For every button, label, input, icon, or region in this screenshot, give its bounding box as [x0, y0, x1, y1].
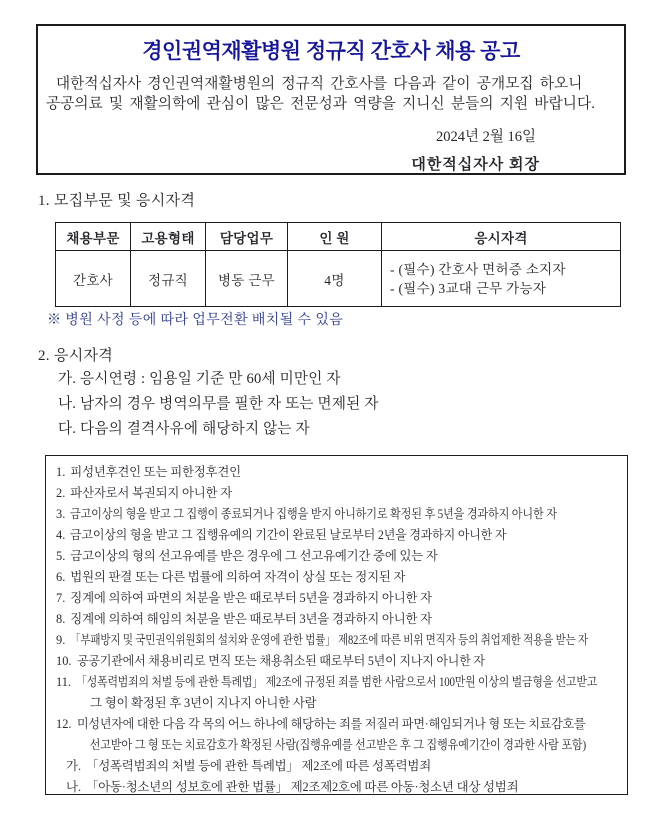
item-text: 징계에 의하여 파면의 처분을 받은 때로부터 5년을 경과하지 아니한 자 [70, 591, 432, 605]
intro-line-1: 대한적십자사 경인권역재활병원의 정규직 간호사를 다음과 같이 공개모집 하오니 [56, 76, 583, 92]
item-text: 공공기관에서 채용비리로 면직 또는 채용취소된 때로부터 5년이 지나지 아니한 자 [76, 654, 485, 668]
disqualification-box [45, 455, 628, 795]
criteria-item: 나. 남자의 경우 병역의무를 필한 자 또는 면제된 자 [58, 396, 379, 412]
table-row [56, 251, 621, 307]
item-number: 5. [56, 549, 66, 563]
intro-paragraph [46, 74, 616, 114]
item-text: 징계에 의하여 해임의 처분을 받은 때로부터 3년을 경과하지 아니한 자 [70, 612, 432, 626]
criteria-item: 가. 응시연령 : 임용일 기준 만 60세 미만인 자 [58, 371, 341, 387]
item-number: 8. [56, 612, 66, 626]
list-item [56, 588, 623, 609]
item-number: 10. [56, 654, 72, 668]
item-number: 나. [66, 780, 82, 794]
item-number: 가. [66, 759, 82, 773]
item-number: 12. [56, 717, 72, 731]
eligibility-criteria [58, 367, 379, 442]
col-header-headcount: 인 원 [288, 223, 382, 251]
item-text: 「아동·청소년의 성보호에 관한 법률」 제2조제2호에 따른 아동·청소년 대상 성범죄 [86, 780, 519, 794]
item-number: 7. [56, 591, 66, 605]
qualification-line: - (필수) 간호사 면허증 소지자 [390, 261, 566, 277]
item-number: 4. [56, 528, 66, 542]
item-number: 2. [56, 486, 66, 500]
col-header-duty: 담당업무 [206, 223, 288, 251]
table-header-row [56, 223, 621, 251]
item-text: 금고이상의 형을 받고 그 집행이 종료되거나 집행을 받지 아니하기로 확정된 후 5년을 경과하지 아니한 자 [70, 507, 558, 521]
cell-qualifications [382, 251, 621, 307]
item-text: 금고이상의 형을 받고 그 집행유예의 기간이 완료된 날로부터 2년을 경과하지 아니한 자 [70, 528, 507, 542]
recruitment-table [55, 222, 621, 307]
list-item [56, 777, 623, 795]
qualification-line: - (필수) 3교대 근무 가능자 [390, 280, 547, 296]
col-header-qualification: 응시자격 [382, 223, 621, 251]
list-item [56, 525, 623, 546]
item-text: 미성년자에 대한 다음 각 목의 어느 하나에 해당하는 죄를 저질러 파면·해임되거나 형 또는 치료감호를 [76, 717, 585, 731]
page-title: 경인권역재활병원 정규직 간호사 채용 공고 [142, 40, 520, 63]
list-item [56, 609, 623, 630]
list-item [56, 756, 623, 777]
cell-duty: 병동 근무 [206, 251, 288, 307]
item-text: 금고이상의 형의 선고유예를 받은 경우에 그 선고유예기간 중에 있는 자 [70, 549, 438, 563]
intro-line-2: 공공의료 및 재활의학에 관심이 많은 전문성과 역량을 지니신 분들의 지원 바랍니다. [46, 96, 595, 112]
section-2-heading: 2. 응시자격 [38, 348, 114, 364]
col-header-employment-type: 고용형태 [131, 223, 206, 251]
signature-line: 대한적십자사 회장 [411, 157, 540, 173]
item-text: 「부패방지 및 국민권익위원회의 설치와 운영에 관한 법률」 제82조에 따른 비위 면직자 등의 취업제한 적용을 받는 자 [70, 633, 589, 647]
item-text-continued: 선고받아 그 형 또는 치료감호가 확정된 사람(집행유예를 선고받은 후 그 집행유예기간이 경과한 사람 포함) [89, 738, 586, 752]
cell-headcount: 4명 [288, 251, 382, 307]
list-item [56, 672, 623, 714]
item-text: 「성폭력범죄의 처벌 등에 관한 특례법」 제2조에 따른 성폭력범죄 [86, 759, 431, 773]
list-item [56, 630, 623, 651]
table-note: ※ 병원 사정 등에 따라 업무전환 배치될 수 있음 [47, 313, 344, 328]
list-item [56, 462, 623, 483]
col-header-position: 채용부문 [56, 223, 131, 251]
item-number: 1. [56, 465, 66, 479]
list-item [56, 483, 623, 504]
cell-employment-type: 정규직 [131, 251, 206, 307]
list-item [56, 504, 623, 525]
item-text-continued: 그 형이 확정된 후 3년이 지나지 아니한 사람 [90, 696, 317, 710]
item-text: 피성년후견인 또는 피한정후견인 [70, 465, 241, 479]
item-number: 6. [56, 570, 66, 584]
item-number: 9. [56, 633, 66, 647]
cell-position: 간호사 [56, 251, 131, 307]
list-item [56, 567, 623, 588]
list-item [56, 714, 623, 756]
list-item [56, 546, 623, 567]
list-item [56, 651, 623, 672]
item-text: 파산자로서 복권되지 아니한 자 [70, 486, 232, 500]
item-text: 법원의 판결 또는 다른 법률에 의하여 자격이 상실 또는 정지된 자 [70, 570, 406, 584]
item-number: 3. [56, 507, 66, 521]
item-text: 「성폭력범죄의 처벌 등에 관한 특례법」 제2조에 규정된 죄를 범한 사람으로서 100만원 이상의 벌금형을 선고받고 [76, 675, 598, 689]
criteria-item: 다. 다음의 결격사유에 해당하지 않는 자 [58, 421, 310, 437]
announcement-date: 2024년 2월 16일 [435, 129, 536, 145]
item-number: 11. [56, 675, 72, 689]
announcement-header-box [36, 24, 626, 175]
section-1-heading: 1. 모집부문 및 응시자격 [38, 193, 196, 209]
